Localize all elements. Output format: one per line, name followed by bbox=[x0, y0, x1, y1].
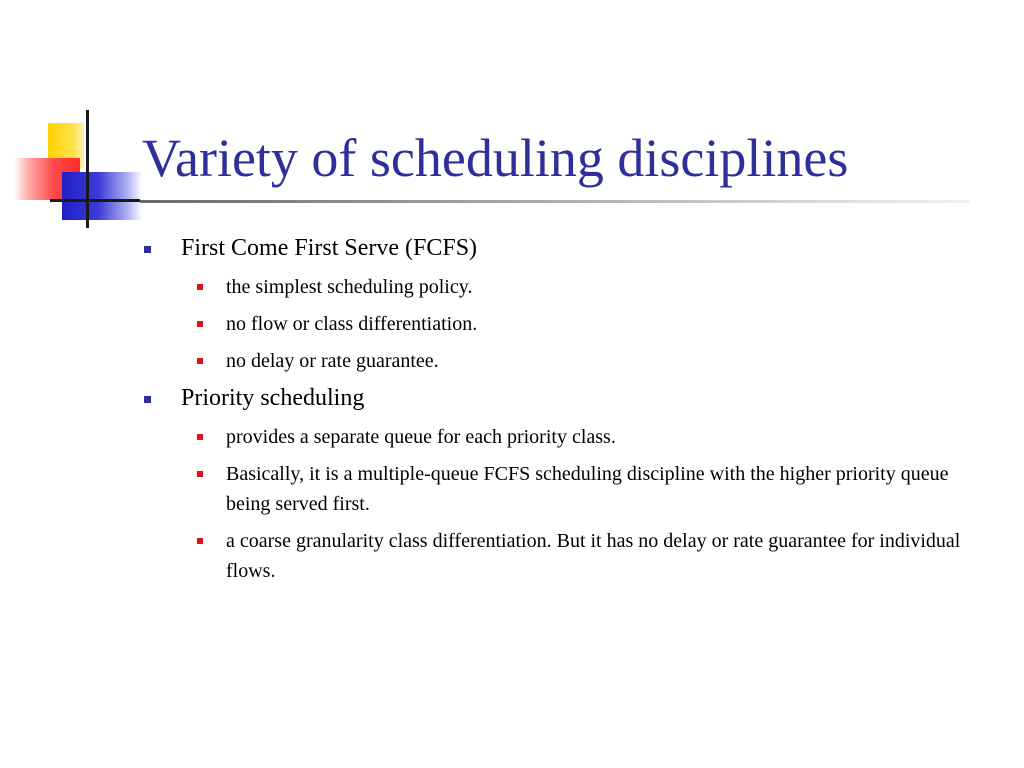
square-bullet-icon bbox=[197, 358, 203, 364]
sub-bullet-item bbox=[142, 459, 962, 519]
bullet-list bbox=[142, 234, 962, 594]
bullet-item-fcfs bbox=[142, 234, 962, 262]
slide-title: Variety of scheduling disciplines bbox=[142, 128, 849, 188]
horizontal-divider-line bbox=[50, 199, 140, 202]
decorative-squares-logo bbox=[0, 0, 160, 240]
bullet-text: Priority scheduling bbox=[181, 385, 365, 411]
sub-bullet-item bbox=[142, 422, 962, 452]
blue-square bbox=[62, 172, 142, 220]
sub-bullet-item bbox=[142, 272, 962, 302]
bullet-item-priority bbox=[142, 384, 962, 412]
sub-bullet-text: the simplest scheduling policy. bbox=[226, 276, 473, 298]
sub-bullet-text: provides a separate queue for each priority class. bbox=[226, 426, 616, 448]
square-bullet-icon bbox=[197, 538, 203, 544]
square-bullet-icon bbox=[144, 246, 151, 253]
sub-bullet-text: no flow or class differentiation. bbox=[226, 313, 478, 335]
vertical-divider-line bbox=[86, 110, 89, 228]
square-bullet-icon bbox=[144, 396, 151, 403]
title-underline bbox=[140, 200, 970, 203]
sub-bullet-text: a coarse granularity class differentiation. But it has no delay or rate guarantee for individual flows. bbox=[226, 530, 961, 582]
sub-bullet-text: Basically, it is a multiple-queue FCFS scheduling discipline with the higher priority queue being served first. bbox=[226, 463, 949, 515]
square-bullet-icon bbox=[197, 471, 203, 477]
square-bullet-icon bbox=[197, 321, 203, 327]
sub-bullet-item bbox=[142, 526, 962, 586]
sub-bullet-item bbox=[142, 309, 962, 339]
sub-bullet-list-priority bbox=[142, 422, 962, 586]
square-bullet-icon bbox=[197, 284, 203, 290]
sub-bullet-item bbox=[142, 346, 962, 376]
sub-bullet-list-fcfs bbox=[142, 272, 962, 376]
square-bullet-icon bbox=[197, 434, 203, 440]
bullet-text: First Come First Serve (FCFS) bbox=[181, 235, 478, 261]
sub-bullet-text: no delay or rate guarantee. bbox=[226, 350, 439, 372]
